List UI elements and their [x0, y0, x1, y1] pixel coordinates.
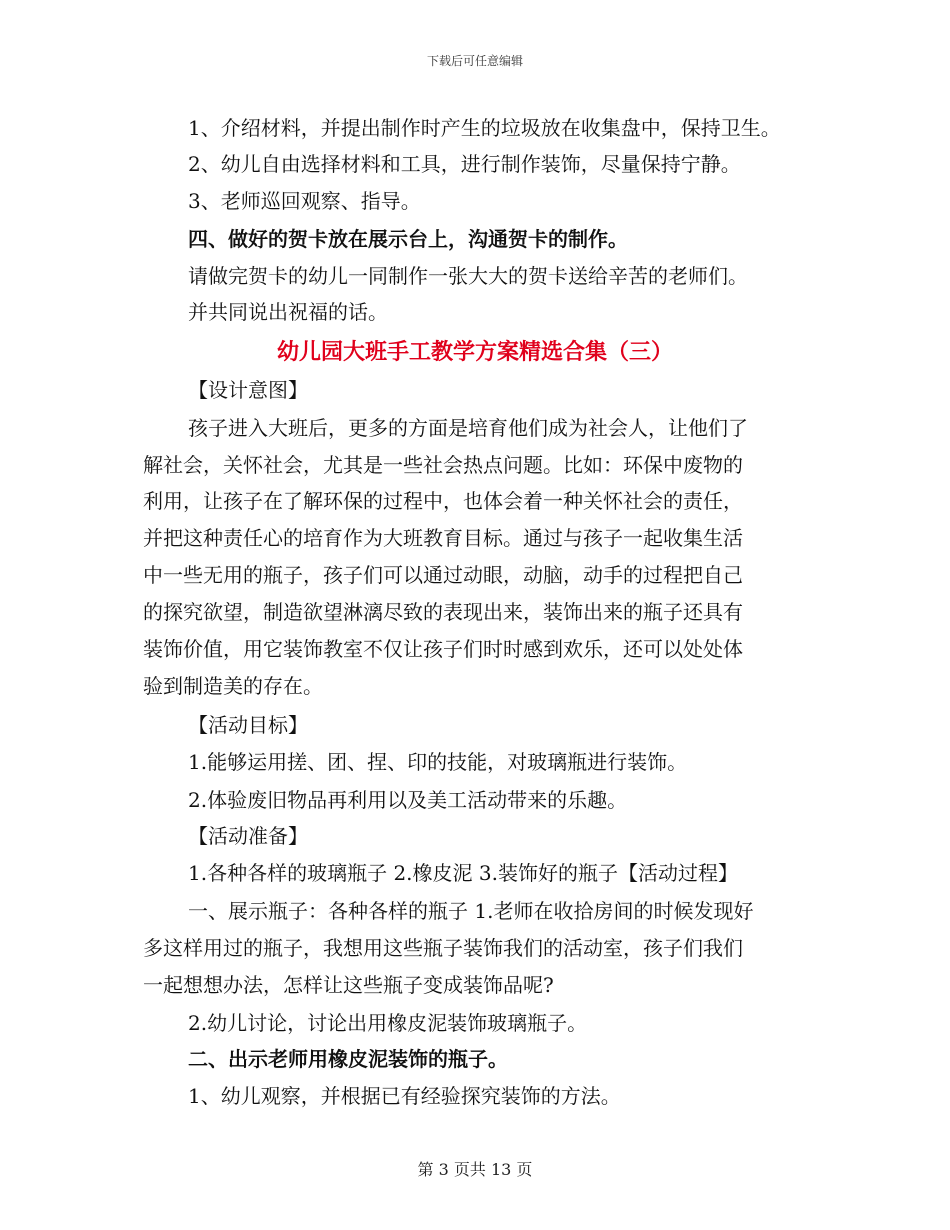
list-item: 1.各种各样的玻璃瓶子 2.橡皮泥 3.装饰好的瓶子【活动过程】: [188, 861, 738, 885]
step-heading: 二、出示老师用橡皮泥装饰的瓶子。: [188, 1047, 508, 1071]
paragraph-line: 多这样用过的瓶子，我想用这些瓶子装饰我们的活动室，孩子们我们: [143, 936, 743, 960]
paragraph-line: 并把这种责任心的培育作为大班教育目标。通过与孩子一起收集生活: [143, 526, 743, 550]
list-item: 2.体验废旧物品再利用以及美工活动带来的乐趣。: [188, 788, 628, 812]
paragraph-line: 一起想想办法，怎样让这些瓶子变成装饰品呢?: [143, 973, 554, 997]
list-item: 1、介绍材料，并提出制作时产生的垃圾放在收集盘中，保持卫生。: [188, 116, 781, 140]
section-heading: 【活动目标】: [188, 713, 308, 737]
section-heading: 【活动准备】: [188, 824, 308, 848]
list-item: 1.能够运用搓、团、捏、印的技能，对玻璃瓶进行装饰。: [188, 750, 688, 774]
paragraph-line: 并共同说出祝福的话。: [188, 300, 388, 324]
list-item: 2、幼儿自由选择材料和工具，进行制作装饰，尽量保持宁静。: [188, 152, 741, 176]
paragraph-line: 的探究欲望，制造欲望淋漓尽致的表现出来，装饰出来的瓶子还具有: [143, 600, 743, 624]
paragraph-line: 装饰价值，用它装饰教室不仅让孩子们时时感到欢乐，还可以处处体: [143, 637, 743, 661]
list-item: 3、老师巡回观察、指导。: [188, 189, 421, 213]
list-item: 1、幼儿观察，并根据已有经验探究装饰的方法。: [188, 1084, 621, 1108]
paragraph-line: 请做完贺卡的幼儿一同制作一张大大的贺卡送给辛苦的老师们。: [188, 264, 748, 288]
paragraph-line: 孩子进入大班后，更多的方面是培育他们成为社会人，让他们了: [188, 416, 748, 440]
paragraph-line: 验到制造美的存在。: [143, 674, 323, 698]
paragraph-line: 利用，让孩子在了解环保的过程中，也体会着一种关怀社会的责任，: [143, 489, 743, 513]
paragraph-line: 一、展示瓶子：各种各样的瓶子 1.老师在收拾房间的时候发现好: [188, 899, 754, 923]
page-header: 下载后可任意编辑: [426, 54, 523, 68]
paragraph-line: 解社会，关怀社会，尤其是一些社会热点问题。比如：环保中废物的: [143, 453, 743, 477]
list-item: 2.幼儿讨论，讨论出用橡皮泥装饰玻璃瓶子。: [188, 1011, 588, 1035]
step-heading: 四、做好的贺卡放在展示台上，沟通贺卡的制作。: [188, 227, 628, 251]
section-heading: 【设计意图】: [188, 378, 308, 402]
section-title: 幼儿园大班手工教学方案精选合集（三）: [276, 339, 673, 365]
paragraph-line: 中一些无用的瓶子，孩子们可以通过动眼，动脑，动手的过程把自己: [143, 563, 743, 587]
page-footer: 第 3 页共 13 页: [417, 1160, 533, 1179]
